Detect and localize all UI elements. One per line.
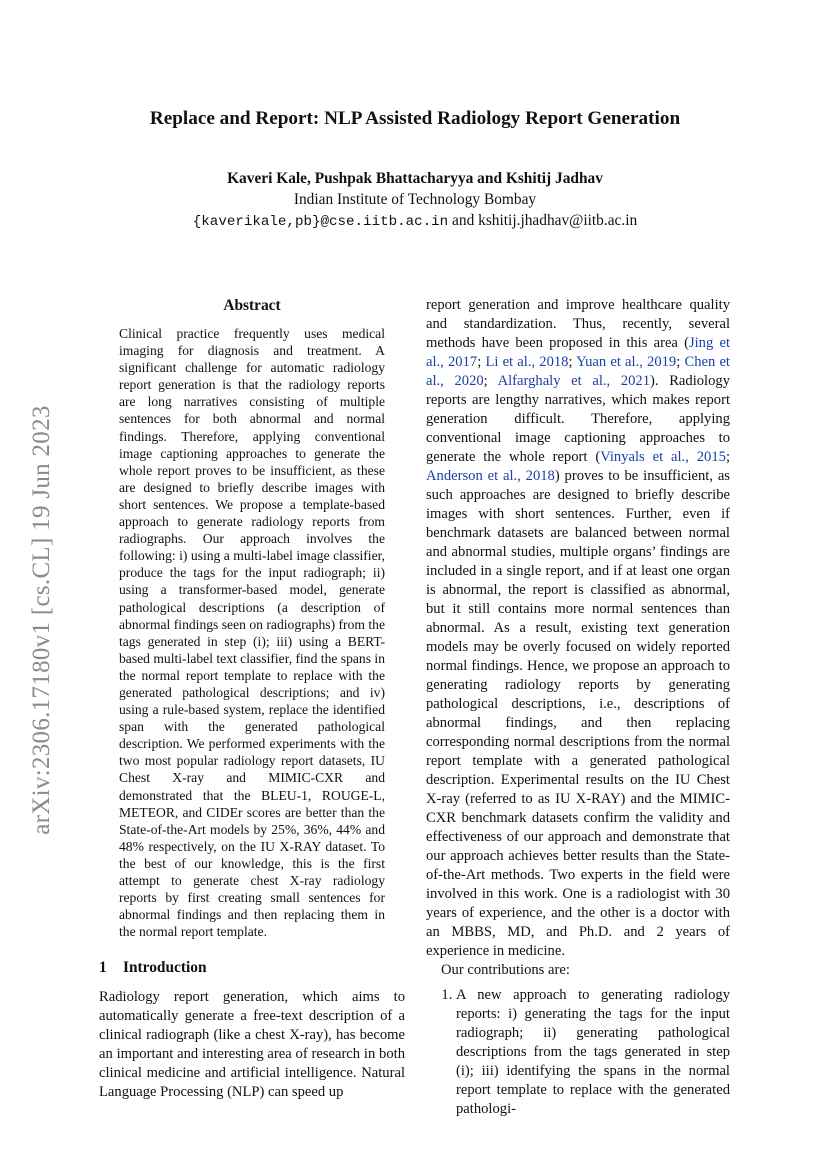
text-run: report generation and improve healthcare quality and standardization. Thus, recently, several methods have been proposed in this area (: [426, 297, 730, 351]
author-emails: [100, 210, 730, 233]
contributions-list: [426, 986, 730, 1119]
citation-link[interactable]: Jing et al., 2017: [426, 335, 730, 370]
right-column: [426, 296, 730, 1119]
left-column: [99, 296, 405, 1102]
email-group: {kaverikale,pb}@cse.iitb.ac.in: [192, 214, 449, 230]
abstract-heading: Abstract: [223, 297, 281, 314]
text-run: ). Radiology reports are lengthy narratives, which makes report generation difficult. Therefore, applying conventional image captioning approaches to generate the whole report (: [426, 373, 730, 465]
intro-paragraph-1-continued: report generation and improve healthcare quality and standardization. Thus, recently, several methods have been proposed in this area (Jing et al., 2017; Li et al., 2018; Yuan et al., 2019; Chen et al., 2020; Alfarghaly et al., 2021). Radiology reports are lengthy narratives, which makes report generation difficult. Therefore, applying conventional image captioning approaches to generate the whole report (Vinyals et al., 2015; Anderson et al., 2018) proves to be insufficient, as such approaches are designed to briefly describe images with short sentences. Further, even if benchmark datasets are balanced between normal and abnormal studies, multiple organs’ findings are included in a single report, and if at least one organ is abnormal, the report is classified as abnormal, but it still contains more normal sentences than abnormal. As a result, existing text generation models may be overly focused on widely reported normal findings. Hence, we propose an approach to generating radiology reports by generating pathological descriptions, i.e., descriptions of abnormal findings, and then replacing corresponding normal descriptions from the normal report template with a generated pathological description. Experimental results on the IU Chest X-ray (referred to as IU X-RAY) and the MIMIC-CXR benchmark datasets confirm the validity and effectiveness of our approach and demonstrate that our approach achieves better results than the State-of-the-Art methods. Two experts in the field were involved in this work. One is a radiologist with 30 years of experience, and the other is a doctor with an MBBS, MD, and Ph.D. and 2 years of experience in medicine.: [426, 297, 730, 959]
citation-link[interactable]: Vinyals et al., 2015: [600, 449, 726, 465]
arxiv-stamp: [22, 360, 62, 880]
author-block: [100, 168, 730, 233]
section-number: 1: [99, 959, 107, 977]
affiliation: Indian Institute of Technology Bombay: [293, 191, 537, 208]
text-run: ) proves to be insufficient, as such approaches are designed to briefly describe images with short sentences. Further, even if benchmark datasets are balanced between normal and abnormal studies, multiple organs’ findings are included in a single report, and if at least one organ is abnormal, the report is classified as abnormal, but it still contains more normal sentences than abnormal. As a result, existing text generation models may be overly focused on widely reported normal findings. Hence, we propose an approach to generating radiology reports by generating pathological descriptions, i.e., descriptions of abnormal findings, and then replacing corresponding normal descriptions from the normal report template with a generated pathological description. Experimental results on the IU Chest X-ray (referred to as IU X-RAY) and the MIMIC-CXR benchmark datasets confirm the validity and effectiveness of our approach and demonstrate that our approach achieves better results than the State-of-the-Art methods. Two experts in the field were involved in this work. One is a radiologist with 30 years of experience, and the other is a doctor with an MBBS, MD, and Ph.D. and 2 years of experience in medicine.: [426, 468, 730, 959]
arxiv-id: arXiv:2306.17180v1 [cs.CL] 19 Jun 2023: [28, 405, 55, 835]
paper-title: Replace and Report: NLP Assisted Radiology Report Generation: [149, 108, 681, 129]
intro-paragraph-1: Radiology report generation, which aims to automatically generate a free-text description of a clinical radiograph (like a chest X-ray), has become an important and interesting area of research in both clinical medicine and artificial intelligence. Natural Language Processing (NLP) can speed up: [99, 989, 405, 1101]
section-title: Introduction: [123, 959, 207, 977]
author-names: Kaveri Kale, Pushpak Bhattacharyya and Kshitij Jadhav: [227, 170, 603, 187]
citation-link[interactable]: Anderson et al., 2018: [426, 468, 555, 484]
list-item: 1. A new approach to generating radiology reports: i) generating the tags for the input radiograph; ii) generating pathological descriptions from the tags generated in step (i); iii) identifying the spans in the normal report template to replace with the generated pathologi-: [456, 986, 730, 1119]
intro-paragraph-2: Our contributions are:: [441, 962, 570, 978]
citation-link[interactable]: Chen et al., 2020: [426, 354, 730, 389]
citation-link[interactable]: Alfarghaly et al., 2021: [497, 373, 651, 389]
citation-link[interactable]: Li et al., 2018: [485, 354, 569, 370]
section-heading-introduction: [99, 958, 405, 978]
abstract-text: Clinical practice frequently uses medical imaging for diagnosis and treatment. A significant challenge for automatic radiology report generation is that the radiology reports are long narratives consisting of multiple sentences for both abnormal and normal findings. Therefore, applying conventional image captioning approaches to generate the whole report proves to be insufficient, as these are designed to briefly describe images with short sentences. We propose a template-based approach to generate radiology reports from radiographs. Our approach involves the following: i) using a multi-label image classifier, produce the tags for the input radiograph; ii) using a transformer-based model, generate pathological descriptions (a description of abnormal findings seen on radiographs) from the tags generated in step (i); iii) using a BERT-based multi-label text classifier, find the spans in the normal report template to replace with the generated pathological descriptions; and iv) using a rule-based system, replace the identified span with the generated pathological description. We performed experiments with the two most popular radiology report datasets, IU Chest X-ray and MIMIC-CXR and demonstrated that the BLEU-1, ROUGE-L, METEOR, and CIDEr scores are better than the State-of-the-Art models by 25%, 36%, 44% and 48% respectively, on the IU X-RAY dataset. To the best of our knowledge, this is the first attempt to generate chest X-ray radiology reports by first creating small sentences for abnormal findings and then replacing them in the normal report template.: [119, 326, 385, 940]
citation-link[interactable]: Yuan et al., 2019: [576, 354, 677, 370]
email-single: and kshitij.jhadhav@iitb.ac.in: [448, 212, 638, 229]
